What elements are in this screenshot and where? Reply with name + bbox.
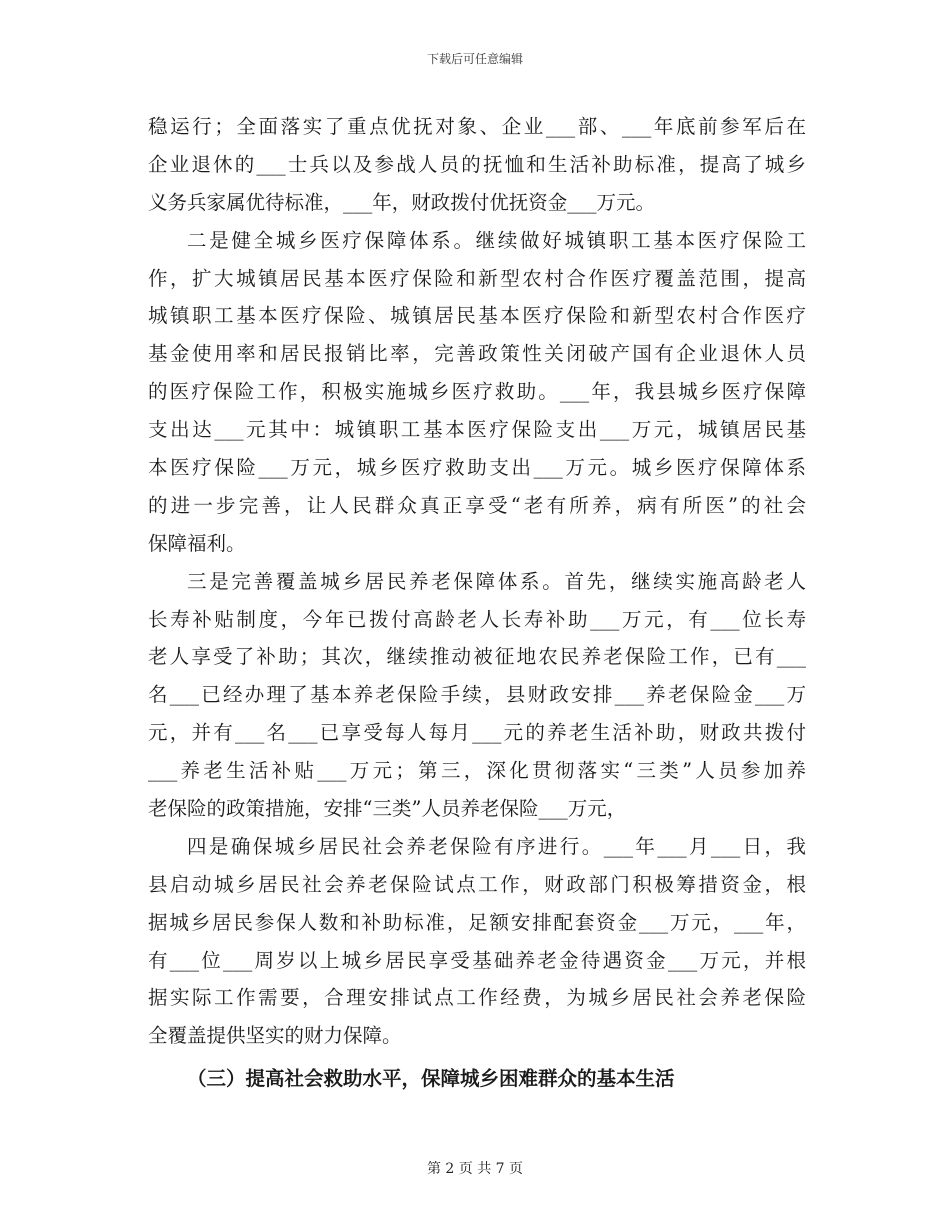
paragraph-line: 据实际工作需要，合理安排试点工作经费，为城乡居民社会养老保险 <box>148 986 806 1010</box>
paragraph-line: 支出达___元其中：城镇职工基本医疗保险支出___万元，城镇居民基 <box>148 418 806 442</box>
paragraph-line: 据城乡居民参保人数和补助标准，足额安排配套资金___万元，___年， <box>148 910 806 934</box>
paragraph-line: 四是确保城乡居民社会养老保险有序进行。___年___月___日，我 <box>187 834 806 858</box>
paragraph-line: 三是完善覆盖城乡居民养老保障体系。首先，继续实施高龄老人 <box>187 569 806 593</box>
paragraph-line: 老人享受了补助；其次，继续推动被征地农民养老保险工作，已有___ <box>148 645 806 669</box>
document-body <box>148 108 806 1099</box>
paragraph-line: 全覆盖提供坚实的财力保障。 <box>148 1024 402 1048</box>
paragraph-line: 县启动城乡居民社会养老保险试点工作，财政部门积极筹措资金，根 <box>148 872 806 896</box>
paragraph-line: 老保险的政策措施，安排“三类”人员养老保险___万元， <box>148 797 627 821</box>
paragraph-line: 义务兵家属优待标准，___年，财政拨付优抚资金___万元。 <box>148 190 656 214</box>
paragraph-line: 的进一步完善，让人民群众真正享受“老有所养，病有所医”的社会 <box>148 493 806 517</box>
paragraph-line: 企业退休的___士兵以及参战人员的抚恤和生活补助标准，提高了城乡 <box>148 152 806 176</box>
paragraph-line: ___养老生活补贴___万元；第三，深化贯彻落实“三类”人员参加养 <box>148 759 806 783</box>
paragraph-line: 有___位___周岁以上城乡居民享受基础养老金待遇资金___万元，并根 <box>148 948 806 972</box>
paragraph-line: 保障福利。 <box>148 531 246 555</box>
paragraph-line: 稳运行；全面落实了重点优抚对象、企业___部、___年底前参军后在 <box>148 115 806 138</box>
section-heading: （三）提高社会救助水平，保障城乡困难群众的基本生活 <box>187 1067 675 1091</box>
paragraph-line: 二是健全城乡医疗保障体系。继续做好城镇职工基本医疗保险工 <box>187 228 806 252</box>
page-header: 下载后可任意编辑 <box>426 52 523 66</box>
paragraph-line: 的医疗保险工作，积极实施城乡医疗救助。___年，我县城乡医疗保障 <box>148 380 806 404</box>
paragraph-line: 本医疗保险___万元，城乡医疗救助支出___万元。城乡医疗保障体系 <box>148 456 806 480</box>
paragraph-line: 城镇职工基本医疗保险、城镇居民基本医疗保险和新型农村合作医疗 <box>148 304 806 328</box>
page-footer: 第 2 页 共 7 页 <box>426 1161 524 1177</box>
paragraph-line: 基金使用率和居民报销比率，完善政策性关闭破产国有企业退休人员 <box>148 342 806 366</box>
paragraph-line: 长寿补贴制度，今年已拨付高龄老人长寿补助___万元，有___位长寿 <box>148 607 806 631</box>
paragraph-line: 作，扩大城镇居民基本医疗保险和新型农村合作医疗覆盖范围，提高 <box>148 266 806 290</box>
paragraph-line: 名___已经办理了基本养老保险手续，县财政安排___养老保险金___万 <box>148 683 806 707</box>
paragraph-line: 元，并有___名___已享受每人每月___元的养老生活补助，财政共拨付 <box>148 721 806 745</box>
